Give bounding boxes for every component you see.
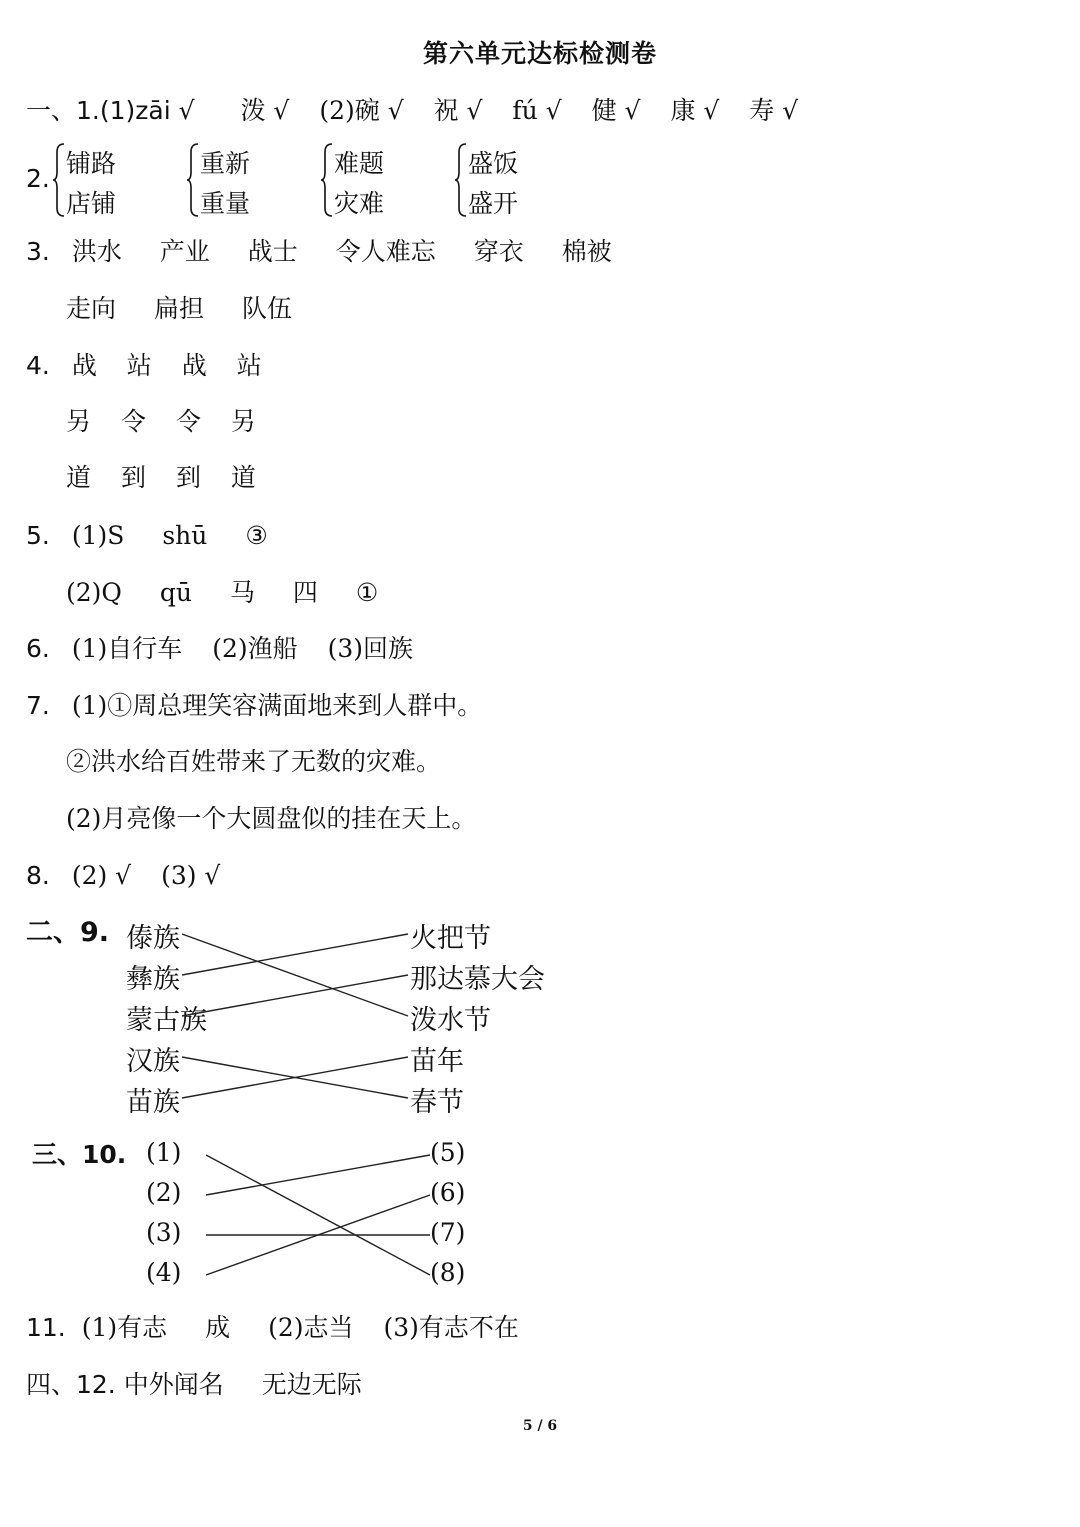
q4-char: 道: [66, 463, 92, 492]
q9-left-item: 苗族: [126, 1087, 180, 1118]
q2-word: 灾难: [334, 189, 385, 218]
q10-left-item: (2): [146, 1178, 182, 1207]
q10-right-item: (5): [430, 1138, 466, 1167]
q1-prefix: 一、1.(1)zāi √: [26, 96, 195, 125]
q1-item: 祝 √: [433, 96, 483, 125]
q7-sentence: ②洪水给百姓带来了无数的灾难。: [66, 747, 442, 776]
q9-right-item: 火把节: [410, 923, 491, 954]
q1-item: 康 √: [670, 96, 720, 125]
q3-word: 穿衣: [473, 237, 524, 266]
q1-item: (2)碗 √: [319, 96, 404, 125]
q9-right-item: 泼水节: [410, 1005, 491, 1036]
q3-word: 令人难忘: [335, 237, 436, 266]
q10-right-item: (6): [430, 1178, 466, 1207]
q4-char: 道: [230, 463, 256, 492]
q5-item: shū: [162, 521, 208, 550]
q7-label: 7.: [26, 691, 50, 720]
q2-word: 店铺: [66, 189, 117, 218]
q4-char: 另: [66, 407, 92, 436]
q4-char: 令: [120, 407, 146, 436]
q4-char: 战: [181, 351, 207, 380]
q3-word: 队伍: [241, 294, 292, 323]
q1-item: 泼 √: [240, 96, 290, 125]
q8-item: (2) √: [71, 861, 132, 890]
q5-item: qū: [159, 578, 192, 607]
q8-item: (3) √: [161, 861, 221, 890]
q2-word: 盛饭: [468, 149, 519, 178]
q11-item: (3)有志不在: [383, 1313, 519, 1342]
q12-label: 四、12.: [26, 1370, 116, 1399]
q4-char: 到: [175, 463, 201, 492]
q9-match-line: [182, 934, 408, 975]
q5-item: 四: [292, 578, 318, 607]
q3-word: 洪水: [71, 237, 122, 266]
q10-right-item: (8): [430, 1258, 466, 1287]
q10-match-line: [206, 1155, 430, 1195]
q2-word: 难题: [334, 149, 385, 178]
q11-label: 11.: [26, 1313, 66, 1342]
q3-word: 产业: [159, 237, 210, 266]
q5-item: (1)S: [71, 521, 125, 550]
q4-char: 站: [126, 351, 152, 380]
q9-left-item: 汉族: [126, 1046, 180, 1077]
q2-word: 重量: [200, 189, 251, 218]
q10-right-item: (7): [430, 1218, 466, 1247]
q3-label: 3.: [26, 237, 50, 266]
q12-item: 中外闻名: [123, 1370, 224, 1399]
q10-left-item: (4): [146, 1258, 182, 1287]
q9-right-item: 苗年: [410, 1046, 464, 1077]
q3-word: 棉被: [561, 237, 612, 266]
q11-item: (1)有志: [81, 1313, 168, 1342]
q9-left-item: 彝族: [126, 964, 180, 995]
q4-char: 另: [230, 407, 256, 436]
q6-item: (3)回族: [327, 634, 413, 663]
q12-line: [26, 1368, 362, 1402]
q5-label: 5.: [26, 521, 50, 550]
q2-label: 2.: [26, 164, 50, 193]
q5-item: (2)Q: [66, 578, 122, 607]
q1-item: 健 √: [591, 96, 641, 125]
q10-label: 三、10.: [32, 1140, 127, 1169]
q10-match-line: [206, 1155, 430, 1275]
q5-item: ①: [355, 578, 379, 607]
q11-line: [26, 1311, 519, 1345]
q6-item: (1)自行车: [71, 634, 183, 663]
q9-match-line: [182, 934, 408, 1016]
q9-left-item: 蒙古族: [126, 1005, 207, 1036]
q1-item: fú √: [512, 96, 562, 125]
q4-char: 到: [120, 463, 146, 492]
q9-left-item: 傣族: [126, 923, 180, 954]
q4-char: 站: [236, 351, 262, 380]
q3-word: 扁担: [153, 294, 204, 323]
q3-word: 战士: [247, 237, 298, 266]
q6-item: (2)渔船: [212, 634, 298, 663]
q2-word: 重新: [200, 149, 251, 178]
page-number: 5 / 6: [522, 1418, 558, 1434]
q11-item: (2)志当: [268, 1313, 354, 1342]
q6-label: 6.: [26, 634, 50, 663]
q4-label: 4.: [26, 351, 50, 380]
q4-char: 战: [71, 351, 97, 380]
q9-right-item: 春节: [410, 1087, 464, 1118]
q4-char: 令: [175, 407, 201, 436]
q3-word: 走向: [66, 294, 117, 323]
q10-left-item: (1): [146, 1138, 182, 1167]
q12-item: 无边无际: [261, 1370, 362, 1399]
q10-left-item: (3): [146, 1218, 182, 1247]
q5-item: 马: [229, 578, 255, 607]
q8-label: 8.: [26, 861, 50, 890]
q7-sentence: (2)月亮像一个大圆盘似的挂在天上。: [66, 804, 477, 833]
q1-item: 寿 √: [749, 96, 799, 125]
q7-sentence: (1)①周总理笑容满面地来到人群中。: [71, 691, 483, 720]
q9-match-line: [182, 975, 408, 1016]
q9-label: 二、9.: [26, 917, 110, 948]
page-title: 第六单元达标检测卷: [422, 39, 657, 68]
q2-word: 盛开: [468, 189, 519, 218]
q5-item: ③: [245, 521, 268, 550]
q11-item: 成: [205, 1313, 231, 1342]
q9-right-item: 那达慕大会: [410, 964, 545, 995]
q2-word: 铺路: [66, 149, 117, 178]
